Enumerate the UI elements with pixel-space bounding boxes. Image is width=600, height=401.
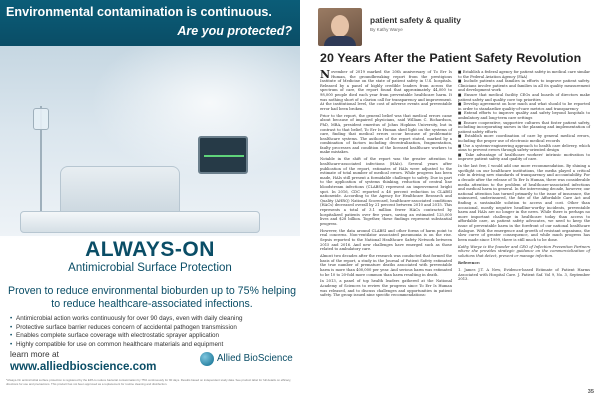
recommendation-item: ■ Ensure cooperative, supportive cultures that foster patient safety, including incorporating nurses in the planning and implementation of patient safety efforts	[458, 120, 591, 134]
article-title: 20 Years After the Patient Safety Revolution	[320, 51, 582, 65]
allied-bioscience-logo	[200, 350, 295, 372]
article-page	[300, 0, 600, 401]
recommendation-item: ■ Establish a federal agency for patient safety in medical care similar to the Federal Aviation Agency (FAA)	[458, 70, 590, 79]
byline: By Kathy Warye	[370, 27, 403, 32]
reference-item: 1. James J.T. A New, Evidence-based Estimate of Patient Harms Associated with Hospital Care. J. Patient Saf. Vol 9, No. 3, September 2013.	[458, 267, 590, 282]
logo-text: Allied BioScience	[217, 353, 293, 364]
recommendation-item: ■ Include patients and families in efforts to improve patient safety. Clinicians involve patients and families in all its quality measurement and development work	[458, 79, 590, 93]
page-number: 35	[587, 389, 594, 395]
paragraph: Notable in the shift of the report was the greater attention to healthcare-associated infections (HAIs). Several years after publication of the report, estimates of HAIs were adjusted to the estimate of total number of medical errors. While progress has been made, HAIs still present a formidable challenge to safety. Due in part to the application of systems thinking, reduction of central line bloodstream infections (CLABSI) represent an improvement bright spot. In 2016, CDC reported a 46 percent reduction in CLABSI nationwide. According to the Agency for Healthcare Research and Quality (AHRQ) National Scorecard, healthcare-associated conditions (HACs) decreased overall by 21 percent between 2010 and 2015. This represents a total of 3.1 million fewer HACs contracted by hospitalized patients over five years, saving an estimated 125,000 lives and $28 billion. Together, these findings represent substantial progress.	[320, 157, 452, 226]
ad-disclaimer: *Always-On antimicrobial surface protection is registered by the EPA to reduce bacterial contamination by 75% continuously for 90 days. Results based on independent study data. See product label for full details on efficacy, directions for use and precautions. This product has not been approved as a replacement for routine cleaning and disinfection.	[6, 378, 292, 386]
recommendation-list	[458, 70, 590, 162]
article-column-1	[320, 70, 452, 300]
ad-brand-title: ALWAYS-ON	[85, 238, 215, 261]
recommendation-item: ■ Extend efforts to improve quality and safety beyond hospitals to ambulatory and long-term care settings	[458, 111, 590, 120]
ad-url-link[interactable]: www.alliedbioscience.com	[10, 360, 157, 373]
bed-head-shape	[60, 166, 180, 216]
author-bio: Kathy Warye is the founder and CEO of Infection Prevention Partners where she provides strategic guidance on the commercialization of solutions that detect, prevent or manage infection.	[458, 244, 590, 258]
paragraph: Prior to the report, the general belief was that medical errors came about because of impaired physicians, said William C. Richardson, PhD, MBA, president emeritus of Johns Hopkins University, but in contrast to that belief, To Err Is Human shed light on the systems of care, finding that medical errors occur because of problematic healthcare systems. The authors of the report stated, marked by a combination of factors including decentralization, fragmentation, faulty processes and condition of the licensed healthcare workers to make mistakes.	[320, 113, 452, 155]
drop-cap: N	[320, 68, 331, 81]
ad-headline: Environmental contamination is continuous.	[6, 5, 272, 19]
article-column-2	[458, 70, 590, 284]
paragraph: However, the data around CLABSI and other forms of harm point to real concerns. Non-ventilator associated pneumonia is on the rise. Sepsis reported to the National Healthcare Safety Network between 2015 and 2016. And new challenges have emerged such as those related to ambulatory care.	[320, 228, 452, 252]
ad-brand-subtitle: Antimicrobial Surface Protection	[68, 262, 232, 274]
recommendation-item: ■ Ensure that medical facility CEOs and boards of directors make patient safety and quality core top priorities	[458, 92, 590, 102]
hospital-room-photo	[0, 46, 300, 236]
logo-mark-icon	[200, 352, 214, 366]
ad-bullet: • Enables complete surface coverage with electrostatic sprayer application	[10, 332, 295, 341]
bed-body-shape	[20, 211, 260, 233]
ad-bullet: • Highly compatible for use on common healthcare materials and equipment	[10, 341, 295, 350]
recommendation-item: ■ Use a systems-engineering approach to health care delivery, which aims to prevent errors through safety-oriented design	[458, 143, 591, 153]
ad-bullet: • Antimicrobial action works continuously for over 90 days, even with daily cleaning	[10, 315, 295, 324]
section-label: patient safety & quality	[370, 15, 461, 25]
recommendation-item: ■ Develop agreement on how much and what should to be reported in order to standardize quality-of-care metrics and transparency	[458, 102, 591, 111]
ad-banner	[0, 0, 300, 46]
monitor-shape	[198, 136, 248, 174]
author-photo	[318, 8, 362, 46]
paragraph: In the last few, I would add one more recommendation. By shining a spotlight on our healthcare institutions, the media played a critical role in driving new standards of transparency and accountability. For a decade after the release of To Err Is Human, there was considerable media attention to the problem of healthcare-associated infections and medical harm in general. In the intervening decade, however, our national attention has turned primarily to the issue of insurance, the uninsured, underinsured, the fate of the Affordable Care Act and finding a sustainable solution to access and cost. Other than occasional, mostly negative headline-worthy incidents, preventable harm and HAIs are no longer in the news. While there is perhaps no more important challenge in healthcare today than access to affordable care, as patient safety advocates, we need to keep the issue of preventable harm in the forefront of our national healthcare dialogue. With the emergence and growth of resistant organisms, the slow curve of greater consequence, and while much progress has been made since 1999, there is still much to be done.	[458, 164, 590, 242]
ad-learn-more: learn more at	[10, 349, 59, 359]
references-label: Reference:	[458, 260, 481, 265]
paragraph: November of 2019 marked the 20th anniversary of To Err Is Human, the groundbreaking report from the prestigious Institute of Medicine on the state of patient safety in U.S. hospitals. Released by a panel of highly credible leaders from across the spectrum of care, the report found that approximately 44,000 to 98,000 people died each year from preventable healthcare harm. It was nothing short of a clarion call for transparency and improvement. At the institutional level, the cost of adverse events and preventable error had been broken.	[320, 68, 452, 111]
recommendation-item: ■ Take advantage of healthcare workers' intrinsic motivation to improve patient safety and quality of care.	[458, 152, 590, 162]
ad-bullet-list	[10, 315, 295, 349]
ad-question: Are you protected?	[177, 24, 292, 38]
ad-claim: Proven to reduce environmental bioburden up to 75% helping to reduce healthcare-associated infections.	[8, 285, 296, 310]
paragraph: In 2013, a panel of top health leaders gathered at the National Academy of Sciences to review the progress since To Err Is Human was released, and to discuss challenges and opportunities in patient safety. The group issued nine specific recommendations:	[320, 279, 452, 298]
iv-bag-shape	[33, 108, 49, 130]
ad-bullet: • Protective surface barrier reduces concern of accidental pathogen transmission	[10, 324, 295, 333]
recommendation-item: ■ Establish more coordination of care by general medical errors, including the proper use of electronic medical records	[458, 134, 590, 143]
paragraph: Almost two decades after the research was conducted that formed the basis of the report, a study in the Journal of Patient Safety estimated the true number of premature deaths associated with preventable harm is more than 400,000 per year. And serious harm was estimated to be 10 to 20-fold more common than harm resulting in death.	[320, 254, 452, 277]
